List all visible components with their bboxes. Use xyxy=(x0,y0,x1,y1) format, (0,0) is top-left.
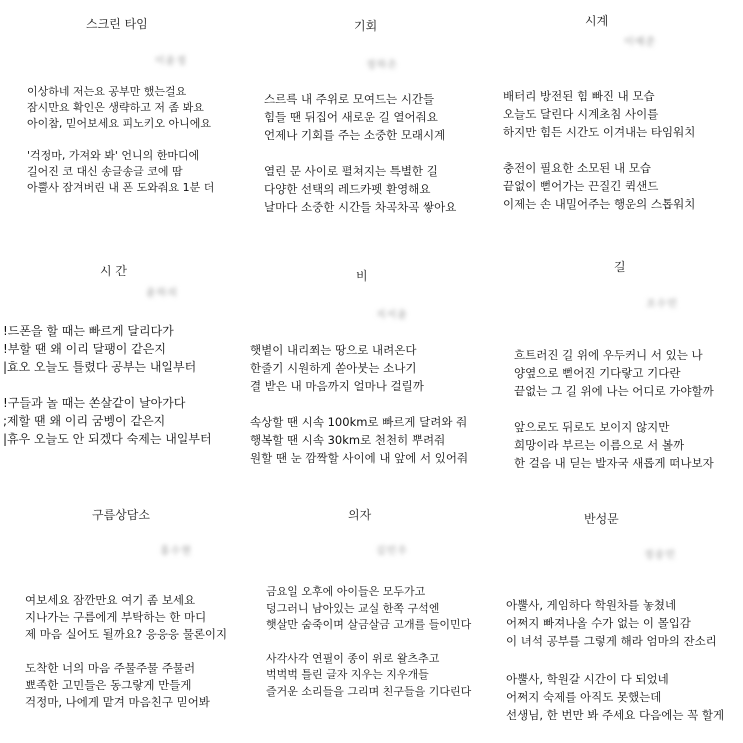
stanza xyxy=(266,651,471,701)
poem-line: 제 마음 실어도 될까요? 응응응 물론이지 xyxy=(25,627,228,641)
poem-line: 아뿔사 잠겨버린 내 폰 도와줘요 1분 더 xyxy=(27,181,215,194)
poem-line: 힘들 땐 뒤집어 새로운 길 열어줘요 xyxy=(264,110,438,124)
poem-body xyxy=(27,84,214,212)
author-name: 김민우 xyxy=(376,546,408,557)
poem-line: 다양한 선택의 레드카펫 환영해요 xyxy=(264,182,431,196)
poem-body xyxy=(250,341,468,485)
poem-line: 오늘도 달린다 시계초침 사이를 xyxy=(503,107,659,121)
poem-line: 언제나 기회를 주는 소중한 모래시계 xyxy=(264,128,446,142)
stanza xyxy=(506,596,724,650)
poem-line: 끝없이 뻗어가는 끈질긴 퀵샌드 xyxy=(503,179,659,193)
poem-body xyxy=(25,592,227,727)
stanza xyxy=(266,584,471,634)
author-name: 지서윤 xyxy=(376,310,408,321)
poem-line: 충전이 필요한 소모된 내 모습 xyxy=(503,161,651,175)
stanza xyxy=(3,322,212,376)
stanza xyxy=(25,592,227,643)
poem-body xyxy=(503,87,695,229)
stanza xyxy=(506,670,724,724)
poem-line: 배터리 방전된 힘 빠진 내 모습 xyxy=(503,89,655,103)
poem-card-opportunity xyxy=(248,0,495,247)
poem-line: 희망이라 부르는 이름으로 서 볼까 xyxy=(514,438,685,452)
poem-title: 반성문 xyxy=(584,512,619,526)
poem-title: 의자 xyxy=(348,508,372,522)
poem-line: 걱정마, 나에게 맡겨 마음친구 믿어봐 xyxy=(25,695,210,709)
stanza xyxy=(250,341,468,395)
poem-line: 즐거운 소리들을 그리며 친구들을 기다린다 xyxy=(266,684,472,698)
poem-line: 햇볕이 내리쬐는 땅으로 내려온다 xyxy=(250,343,417,357)
poem-card-cloud-counseling xyxy=(0,496,247,743)
poem-line: 어쩌지 숙제를 아직도 못했는데 xyxy=(506,690,662,704)
poem-title: 시 간 xyxy=(100,264,127,278)
poem-line: 속상할 땐 시속 100km로 빠르게 달려와 줘 xyxy=(250,415,468,429)
poem-line: 이 녀석 공부를 그렇게 해라 엄마의 잔소리 xyxy=(506,634,717,648)
poem-body xyxy=(266,584,471,716)
poem-line: !부할 땐 왜 이리 달팽이 같은지 xyxy=(3,342,166,356)
poem-line: 원할 땐 눈 깜짝할 사이에 내 앞에 서 있어줘 xyxy=(250,451,469,465)
poem-card-clock xyxy=(496,0,743,247)
stanza xyxy=(3,394,212,448)
poem-line: |효오 오늘도 틀렸다 공부는 내일부터 xyxy=(3,360,197,374)
poem-line: !구들과 놀 때는 쏜살같이 날아가다 xyxy=(3,396,186,410)
poem-line: 하지만 힘든 시간도 이겨내는 타임워치 xyxy=(503,125,696,139)
poem-line: 아뿔사, 게임하다 학원차를 놓쳤네 xyxy=(506,598,677,612)
author-name: 정송민 xyxy=(644,550,676,561)
poem-line: 길어진 코 대신 송글송글 코에 땀 xyxy=(27,165,183,178)
poem-card-chair xyxy=(248,496,495,743)
poem-card-screen-time xyxy=(0,0,247,247)
poem-line: 스르륵 내 주위로 모여드는 시간들 xyxy=(264,92,435,106)
poem-card-road xyxy=(496,248,743,495)
stanza xyxy=(27,148,214,196)
poem-line: 흐트러진 길 위에 우두커니 서 있는 나 xyxy=(514,348,703,362)
poem-body xyxy=(264,90,456,232)
stanza xyxy=(264,90,456,144)
poem-line: '걱정마, 가져와 봐' 언니의 한마디에 xyxy=(27,149,200,162)
poem-title: 구름상담소 xyxy=(92,508,150,522)
poem-line: 결 받은 내 마음까지 얼마나 걸릴까 xyxy=(250,379,424,393)
poem-line: 이제는 손 내밀어주는 행운의 스톱워치 xyxy=(503,197,696,211)
stanza xyxy=(514,418,714,472)
stanza xyxy=(503,159,695,213)
poem-line: 잠시만요 확인은 생략하고 저 좀 봐요 xyxy=(27,101,204,114)
poem-line: 햇살만 숨죽이며 살금살금 고개를 들이민다 xyxy=(266,618,472,631)
poem-card-time xyxy=(0,248,247,495)
stanza xyxy=(25,660,227,711)
poem-line: 한 걸음 내 딛는 발자국 새롭게 떠나보자 xyxy=(514,456,714,470)
poem-body xyxy=(514,346,714,490)
poem-line: 금요일 오후에 아이들은 모두가고 xyxy=(266,585,426,598)
poem-line: 양옆으로 뻗어진 기다랗고 기다란 xyxy=(514,366,681,380)
poem-title: 비 xyxy=(356,269,368,283)
poem-title: 스크린 타임 xyxy=(86,17,148,31)
poem-line: 뾰족한 고민들은 동그랗게 만들게 xyxy=(25,678,192,692)
poem-line: 아뿔사, 학원갈 시간이 다 되었네 xyxy=(506,672,669,686)
poem-line: 한줄기 시원하게 쏟아붓는 소나기 xyxy=(250,361,417,375)
poem-title: 길 xyxy=(614,260,626,274)
poem-line: 사각사각 연필이 종이 위로 왈츠추고 xyxy=(266,651,440,665)
poem-line: 열린 문 사이로 펼쳐지는 특별한 길 xyxy=(264,164,438,178)
stanza xyxy=(503,87,695,141)
poem-card-rain xyxy=(248,248,495,495)
poem-body xyxy=(3,322,212,466)
poem-line: 덩그러니 남아있는 교실 한쪽 구석엔 xyxy=(266,601,440,615)
author-name: 윤하의 xyxy=(146,288,178,299)
poem-line: 날마다 소중한 시간들 차곡차곡 쌓아요 xyxy=(264,200,457,214)
stanza xyxy=(250,413,468,467)
stanza xyxy=(27,84,214,132)
poem-line: 여보세요 잠깐만요 여기 좀 보세요 xyxy=(25,593,196,607)
poem-line: 벅벅벅 틀린 글자 지우는 지우개들 xyxy=(266,668,429,681)
stanza xyxy=(264,162,456,216)
poem-line: 아이참, 믿어보세요 피노키오 아니에요 xyxy=(27,117,212,130)
author-name: 홍수현 xyxy=(160,546,192,557)
author-name: 정하은 xyxy=(366,60,398,71)
poem-line: |휴우 오늘도 안 되겠다 숙제는 내일부터 xyxy=(3,432,212,446)
poem-line: ;제할 땐 왜 이리 굼벵이 같은지 xyxy=(3,414,166,428)
poem-line: 지나가는 구름에게 부탁하는 한 마디 xyxy=(25,610,207,624)
poem-title: 시계 xyxy=(585,14,609,28)
author-name: 이윤정 xyxy=(155,56,187,67)
poem-body xyxy=(506,596,724,740)
stanza xyxy=(514,346,714,400)
poem-line: 끝없는 그 길 위에 나는 어디로 가야할까 xyxy=(514,384,714,398)
author-name: 조수민 xyxy=(646,299,678,310)
poem-line: 앞으로도 뒤로도 보이지 않지만 xyxy=(514,420,670,434)
author-name: 이예준 xyxy=(624,37,656,48)
poem-line: !드폰을 할 때는 빠르게 달리다가 xyxy=(3,324,174,338)
poem-title: 기회 xyxy=(354,19,378,33)
poem-line: 도착한 너의 마음 주물주물 주물러 xyxy=(25,661,196,675)
poem-line: 행복할 땐 시속 30km로 천천히 뿌려줘 xyxy=(250,433,446,447)
poem-card-apology-letter xyxy=(496,496,743,743)
poem-line: 어쩌지 빠져나올 수가 없는 이 몰입감 xyxy=(506,616,691,630)
poem-line: 이상하네 저는요 공부만 했는걸요 xyxy=(27,85,187,98)
poem-line: 선생님, 한 번만 봐 주세요 다음에는 꼭 할게 xyxy=(506,708,725,722)
